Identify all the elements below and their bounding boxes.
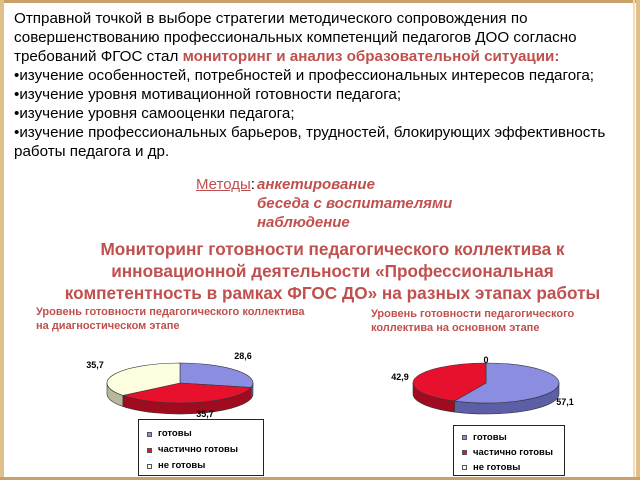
- legend-label: не готовы: [473, 462, 521, 473]
- legend-swatch-partly-ready: [147, 448, 152, 453]
- pie-data-label: 28,6: [234, 351, 252, 361]
- legend-swatch-not-ready: [147, 464, 152, 469]
- legend-item-not-ready: [462, 460, 558, 475]
- legend-swatch-ready: [147, 432, 152, 437]
- legend-item-partly-ready: [147, 442, 257, 458]
- method-item: анкетирование: [257, 176, 375, 193]
- legend-label: готовы: [473, 432, 507, 443]
- chart-title-diagnostic: Уровень готовности педагогического коллектива на диагностическом этапе: [36, 306, 305, 332]
- legend-diagnostic: [138, 419, 264, 476]
- bullet-item: •изучение профессиональных барьеров, трудностей, блокирующих эффективность работы педагога и др.: [14, 124, 606, 160]
- bullet-item: •изучение уровня самооценки педагога;: [14, 105, 295, 122]
- bullet-item: •изучение особенностей, потребностей и профессиональных интересов педагога;: [14, 67, 595, 84]
- methods-label: Методы: [196, 176, 251, 193]
- legend-label: не готовы: [158, 460, 206, 471]
- legend-swatch-partly-ready: [462, 450, 467, 455]
- chart-title-main-stage: Уровень готовности педагогического коллектива на основном этапе: [371, 308, 575, 334]
- methods-colon: :: [250, 176, 255, 193]
- legend-item-not-ready: [147, 458, 257, 474]
- pie-data-label: 35,7: [196, 409, 214, 419]
- legend-label: частично готовы: [158, 444, 238, 455]
- method-item: беседа с воспитателями: [257, 195, 453, 212]
- legend-swatch-not-ready: [462, 465, 467, 470]
- bullet-item: •изучение уровня мотивационной готовности педагога;: [14, 86, 402, 103]
- legend-main-stage: [453, 425, 565, 476]
- pie-data-label: 42,9: [391, 372, 409, 382]
- intro-highlight: мониторинг и анализ образовательной ситуации:: [182, 48, 560, 65]
- legend-label: готовы: [158, 428, 192, 439]
- main-heading: Мониторинг готовности педагогического коллектива к инновационной деятельности «Профессиональная компетентность в рамках ФГОС ДО» на разных этапах работы: [64, 239, 601, 303]
- pie-data-label: 35,7: [86, 360, 104, 370]
- legend-label: частично готовы: [473, 447, 553, 458]
- pie-data-label: 0: [483, 355, 489, 365]
- pie-data-label: 57,1: [556, 397, 574, 407]
- method-item: наблюдение: [257, 214, 350, 231]
- legend-item-ready: [147, 426, 257, 442]
- legend-item-ready: [462, 430, 558, 445]
- legend-swatch-ready: [462, 435, 467, 440]
- intro-text: Отправной точкой в выборе стратегии методического сопровождения по совершенствованию профессиональных компетенций педагогов ДОО согласно требований ФГОС стал: [14, 10, 577, 65]
- legend-item-partly-ready: [462, 445, 558, 460]
